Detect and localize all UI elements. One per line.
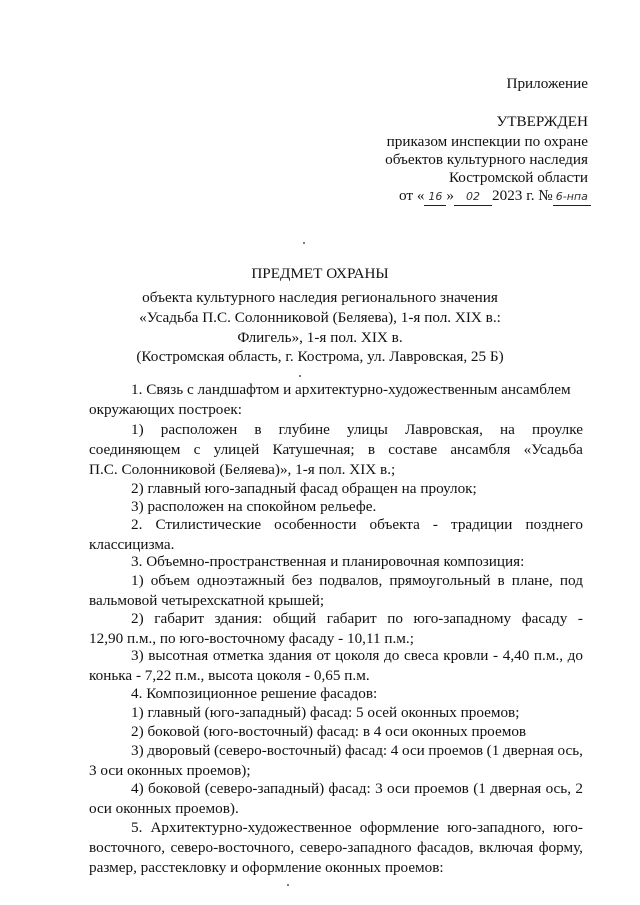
- word: расположен: [160, 421, 238, 438]
- item-3-1-line-2: вальмовой четырехскатной крышей;: [89, 592, 325, 609]
- word: (северо-восточный): [213, 742, 342, 759]
- word: Лавровская,: [404, 421, 483, 438]
- word: позднего: [525, 516, 583, 533]
- section-2-line-2: классицизма.: [89, 536, 175, 553]
- word: кровли: [443, 647, 489, 664]
- word: по: [387, 610, 403, 627]
- word: на: [499, 421, 515, 438]
- item-1-1: [89, 420, 583, 480]
- word: фасадов,: [417, 839, 474, 856]
- word: ось,: [545, 780, 572, 797]
- word: 3): [131, 742, 144, 759]
- word: 1): [131, 421, 144, 438]
- word: общий: [272, 610, 317, 627]
- word: подвалов,: [319, 572, 383, 589]
- item-1-1-line-2: [89, 440, 583, 460]
- item-3-3-line-1: [89, 646, 583, 666]
- word: составе: [388, 441, 438, 458]
- order-year: 2023 г. №: [492, 187, 553, 204]
- word: в: [367, 441, 375, 458]
- word: объекта: [369, 516, 420, 533]
- document-heading: ПРЕДМЕТ ОХРАНЫ: [251, 265, 389, 282]
- section-3: 3. Объемно-пространственная и планировочная композиция:: [131, 553, 525, 570]
- word: (северо-западный): [204, 780, 325, 797]
- word: проемов: [414, 780, 469, 797]
- word: юго-западного,: [447, 819, 546, 836]
- item-4-4: [89, 779, 583, 819]
- word: ось,: [557, 742, 583, 759]
- word: проулке: [531, 421, 583, 438]
- order-month: 02: [454, 189, 492, 206]
- item-4-4-line-2: оси оконных проемов).: [89, 800, 239, 817]
- word: -: [432, 516, 438, 533]
- scan-speck: [303, 242, 305, 244]
- section-5: [89, 818, 583, 878]
- word: Стилистические: [155, 516, 262, 533]
- word: одноэтажный: [196, 572, 285, 589]
- word: до: [384, 647, 400, 664]
- item-4-2: 2) боковой (юго-восточный) фасад: в 4 оси оконных проемов: [131, 723, 527, 740]
- word: 1): [131, 572, 144, 589]
- word: улицей: [213, 441, 260, 458]
- section-4: 4. Композиционное решение фасадов:: [131, 685, 378, 702]
- item-3-1: [89, 571, 583, 611]
- word: боковой: [148, 780, 201, 797]
- word: глубине: [278, 421, 330, 438]
- word: высотная: [148, 647, 209, 664]
- approval-line-1: приказом инспекции по охране: [386, 133, 588, 150]
- word: юго-западному: [413, 610, 512, 627]
- appendix-label: Приложение: [506, 75, 588, 92]
- item-1-1-line-1: [89, 420, 583, 440]
- word: оси: [401, 742, 425, 759]
- word: оформление: [359, 819, 440, 836]
- word: (1: [473, 780, 486, 797]
- item-3-1-line-1: [89, 571, 583, 591]
- word: без: [291, 572, 313, 589]
- word: здания:: [214, 610, 263, 627]
- word: 2.: [131, 516, 143, 533]
- approval-line-2: объектов культурного наследия: [385, 151, 588, 168]
- object-address: (Костромская область, г. Кострома, ул. Лавровская, 25 Б): [136, 348, 504, 365]
- item-1-3: 3) расположен на спокойном рельефе.: [131, 498, 377, 515]
- word: от: [316, 647, 331, 664]
- word: под: [559, 572, 583, 589]
- word: объем: [150, 572, 190, 589]
- word: фасад:: [344, 742, 388, 759]
- word: здания: [268, 647, 312, 664]
- word: «Усадьба: [523, 441, 583, 458]
- section-2-line-1: [89, 515, 583, 535]
- word: улицы: [346, 421, 388, 438]
- item-3-3-line-2: конька - 7,22 п.м., высота цоколя - 0,65 п.м.: [89, 667, 370, 684]
- word: в: [497, 572, 505, 589]
- item-4-3-line-2: 3 оси оконных проемов);: [89, 762, 251, 779]
- word: габарит: [326, 610, 377, 627]
- date-quote: »: [446, 187, 455, 204]
- object-line-3: Флигель», 1-я пол. XIX в.: [237, 329, 403, 346]
- word: отметка: [212, 647, 264, 664]
- word: традиции: [451, 516, 513, 533]
- item-3-2-line-2: 12,90 п.м., по юго-восточному фасаду - 10,11 п.м.;: [89, 630, 414, 647]
- word: юго-: [553, 819, 583, 836]
- scan-speck: [287, 884, 289, 886]
- word: свеса: [403, 647, 439, 664]
- word: до: [567, 647, 583, 664]
- section-5-line-1: [89, 818, 583, 838]
- order-day: 16: [424, 189, 446, 206]
- word: Архитектурно-художественное: [150, 819, 352, 836]
- item-4-1: 1) главный (юго-западный) фасад: 5 осей оконных проемов;: [131, 704, 520, 721]
- word: -: [577, 610, 583, 627]
- word: п.м.,: [533, 647, 564, 664]
- word: Катушечная;: [272, 441, 355, 458]
- word: с: [193, 441, 201, 458]
- word: фасад:: [328, 780, 371, 797]
- item-4-4-line-1: [89, 779, 583, 799]
- word: фасаду: [521, 610, 568, 627]
- section-1: [89, 380, 583, 420]
- item-4-3-line-1: [89, 741, 583, 761]
- word: северо-восточного,: [170, 839, 295, 856]
- section-1-line-2: окружающих построек:: [89, 401, 242, 418]
- item-1-2: 2) главный юго-западный фасад обращен на проулок;: [131, 480, 477, 497]
- item-4-3: [89, 741, 583, 781]
- word: 2: [575, 780, 583, 797]
- word: -: [493, 647, 499, 664]
- item-1-1-line-3: П.С. Солонниковой (Беляева)», 1-я пол. XIX в.;: [89, 461, 396, 478]
- word: северо-западного: [299, 839, 412, 856]
- word: включая: [479, 839, 534, 856]
- word: 2): [131, 610, 144, 627]
- order-number: 6-нпа: [553, 189, 591, 206]
- item-3-3: [89, 646, 583, 686]
- scan-speck: [299, 375, 301, 377]
- word: 5.: [131, 819, 143, 836]
- section-5-line-2: [89, 838, 583, 858]
- approved-label: УТВЕРЖДЕН: [496, 113, 588, 130]
- section-2: [89, 515, 583, 555]
- word: ансамбля: [450, 441, 511, 458]
- word: особенности: [274, 516, 357, 533]
- word: 3): [131, 647, 144, 664]
- word: 4,40: [502, 647, 530, 664]
- approval-line-3: Костромской области: [448, 169, 588, 186]
- section-5-line-3: размер, расстекловку и оформление оконных проемов:: [89, 859, 444, 876]
- word: 4: [390, 742, 399, 759]
- section-1-line-1: 1. Связь с ландшафтом и архитектурно-художественным ансамблем: [131, 381, 571, 398]
- word: 4): [131, 780, 144, 797]
- word: габарит: [154, 610, 205, 627]
- word: дверная: [490, 780, 542, 797]
- word: прямоугольный: [389, 572, 491, 589]
- word: восточного,: [89, 839, 166, 856]
- item-3-2: [89, 609, 583, 649]
- word: 3: [375, 780, 383, 797]
- word: соединяющем: [89, 441, 181, 458]
- order-date-line: [399, 186, 591, 206]
- word: оси: [387, 780, 410, 797]
- word: плане,: [511, 572, 553, 589]
- word: проемов: [428, 742, 484, 759]
- object-line-2: «Усадьба П.С. Солонниковой (Беляева), 1-я пол. XIX в.:: [139, 309, 501, 326]
- date-prefix: от «: [399, 187, 425, 204]
- word: дверная: [502, 742, 554, 759]
- word: форму,: [538, 839, 583, 856]
- word: дворовый: [147, 742, 211, 759]
- item-3-2-line-1: [89, 609, 583, 629]
- object-line-1: объекта культурного наследия регионального значения: [142, 289, 498, 306]
- word: в: [254, 421, 262, 438]
- word: (1: [486, 742, 500, 759]
- word: цоколя: [335, 647, 380, 664]
